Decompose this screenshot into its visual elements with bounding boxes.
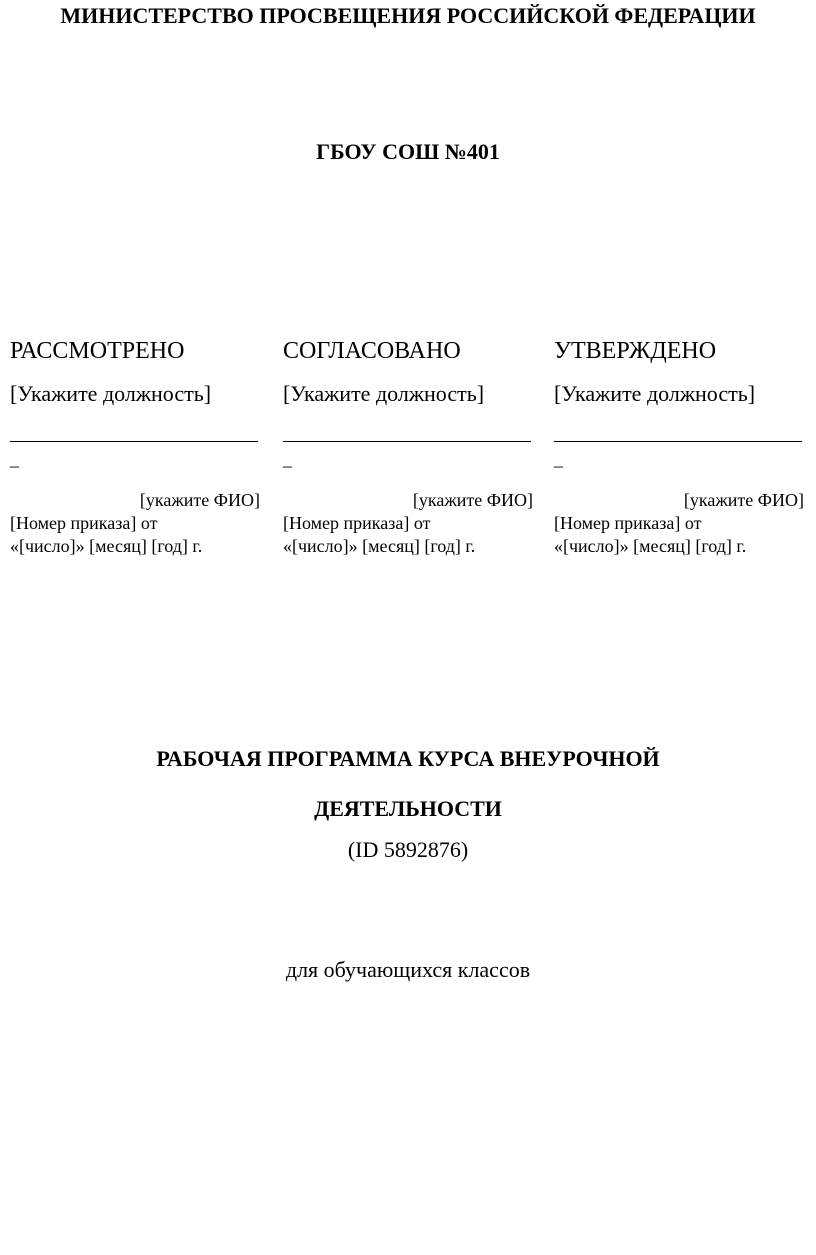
approval-position-placeholder: [Укажите должность]	[283, 381, 485, 406]
approval-order-placeholder: [Номер приказа] от	[283, 513, 431, 533]
approval-blocks	[0, 336, 816, 576]
signature-line	[283, 441, 531, 442]
approval-heading: УТВЕРЖДЕНО	[554, 338, 717, 364]
approval-order-placeholder: [Номер приказа] от	[554, 513, 702, 533]
signature-dash: _	[10, 449, 19, 469]
approval-date-placeholder: «[число]» [месяц] [год] г.	[283, 536, 476, 556]
school-name: ГБОУ СОШ №401	[316, 139, 500, 164]
approval-fio-placeholder: [укажите ФИО]	[139, 490, 260, 510]
approval-heading: СОГЛАСОВАНО	[283, 338, 461, 364]
program-title-line-1: РАБОЧАЯ ПРОГРАММА КУРСА ВНЕУРОЧНОЙ	[156, 746, 660, 771]
approval-date-placeholder: «[число]» [месяц] [год] г.	[554, 536, 747, 556]
signature-line	[10, 441, 258, 442]
ministry-title: МИНИСТЕРСТВО ПРОСВЕЩЕНИЯ РОССИЙСКОЙ ФЕДЕРАЦИИ	[60, 3, 756, 28]
approval-fio-placeholder: [укажите ФИО]	[412, 490, 533, 510]
program-title	[0, 734, 816, 834]
approval-position-placeholder: [Укажите должность]	[554, 381, 756, 406]
approval-date-placeholder: «[число]» [месяц] [год] г.	[10, 536, 203, 556]
approval-fio-placeholder: [укажите ФИО]	[683, 490, 804, 510]
signature-dash: _	[283, 449, 292, 469]
approval-order-placeholder: [Номер приказа] от	[10, 513, 158, 533]
signature-dash: _	[554, 449, 563, 469]
approval-position-placeholder: [Укажите должность]	[10, 381, 212, 406]
program-audience: для обучающихся классов	[285, 957, 531, 982]
program-title-line-2: ДЕЯТЕЛЬНОСТИ	[314, 796, 502, 821]
program-id: (ID 5892876)	[347, 837, 469, 862]
signature-line	[554, 441, 802, 442]
approval-heading: РАССМОТРЕНО	[10, 338, 185, 364]
